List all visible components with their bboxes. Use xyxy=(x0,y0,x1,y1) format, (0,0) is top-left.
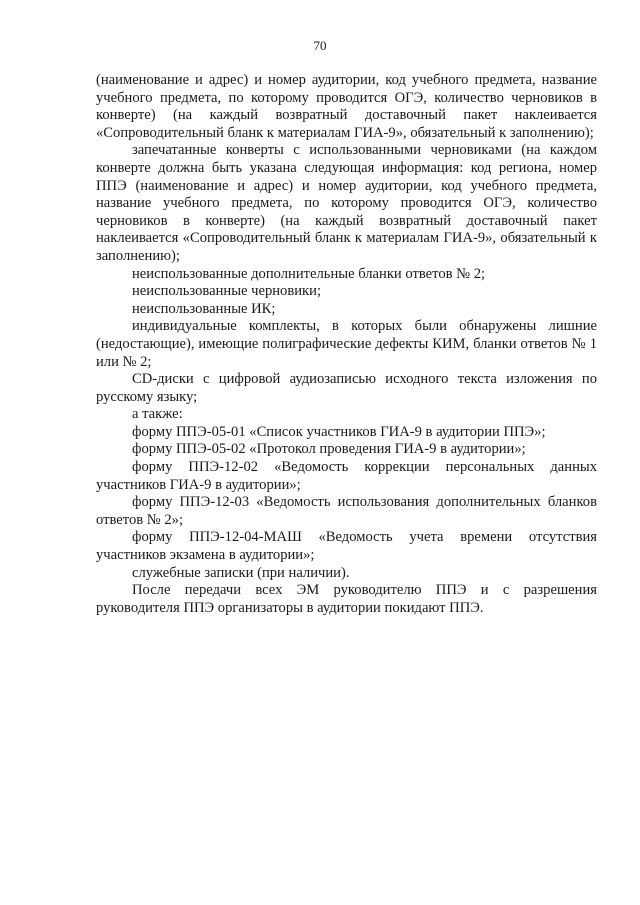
page-number: 70 xyxy=(313,38,327,53)
paragraph-form-12-02: форму ППЭ-12-02 «Ведомость коррекции персональных данных участников ГИА-9 в аудитории»; xyxy=(96,459,597,493)
paragraph-defective-kits: индивидуальные комплекты, в которых были обнаружены лишние (недостающие), имеющие полиграфические дефекты КИМ, бланки ответов № 1 или № 2; xyxy=(96,318,597,370)
list-item-memos: служебные записки (при наличии). xyxy=(132,564,350,581)
paragraph-form-12-03: форму ППЭ-12-03 «Ведомость использования дополнительных бланков ответов № 2»; xyxy=(96,494,597,528)
list-item-also: а также: xyxy=(132,406,183,423)
paragraph-form-12-04-mash: форму ППЭ-12-04-МАШ «Ведомость учета времени отсутствия участников экзамена в аудитории»; xyxy=(96,529,597,564)
list-item-unused-ik: неиспользованные ИК; xyxy=(132,300,276,317)
list-item-form-05-01: форму ППЭ-05-01 «Список участников ГИА-9 в аудитории ППЭ»; xyxy=(132,423,546,440)
document-body xyxy=(96,72,597,617)
paragraph-after-transfer: После передачи всех ЭМ руководителю ППЭ и с разрешения руководителя ППЭ организаторы в аудитории покидают ППЭ. xyxy=(96,582,597,616)
paragraph-cd-disks: CD-диски с цифровой аудиозаписью исходного текста изложения по русскому языку; xyxy=(96,371,597,405)
paragraph-sealed-envelopes: запечатанные конверты с использованными черновиками (на каждом конверте должна быть указана следующая информация: код региона, номер ППЭ (наименование и адрес) и номер аудитории, код учебного предмета, название учебного предмета, по которому проводится ОГЭ, количество черновиков в конверте) (на каждый возвратный доставочный пакет наклеивается «Сопроводительный бланк к материалам ГИА-9», обязательный к заполнению); xyxy=(96,142,597,264)
list-item-unused-answer-sheets: неиспользованные дополнительные бланки ответов № 2; xyxy=(132,265,486,282)
paragraph-envelope-continued: (наименование и адрес) и номер аудитории, код учебного предмета, название учебного предмета, по которому проводится ОГЭ, количество черновиков в конверте) (на каждый возвратный доставочный пакет наклеивается «Сопроводительный бланк к материалам ГИА-9», обязательный к заполнению); xyxy=(96,72,597,141)
list-item-unused-drafts: неиспользованные черновики; xyxy=(132,283,322,300)
list-item-form-05-02: форму ППЭ-05-02 «Протокол проведения ГИА-9 в аудитории»; xyxy=(132,441,526,458)
